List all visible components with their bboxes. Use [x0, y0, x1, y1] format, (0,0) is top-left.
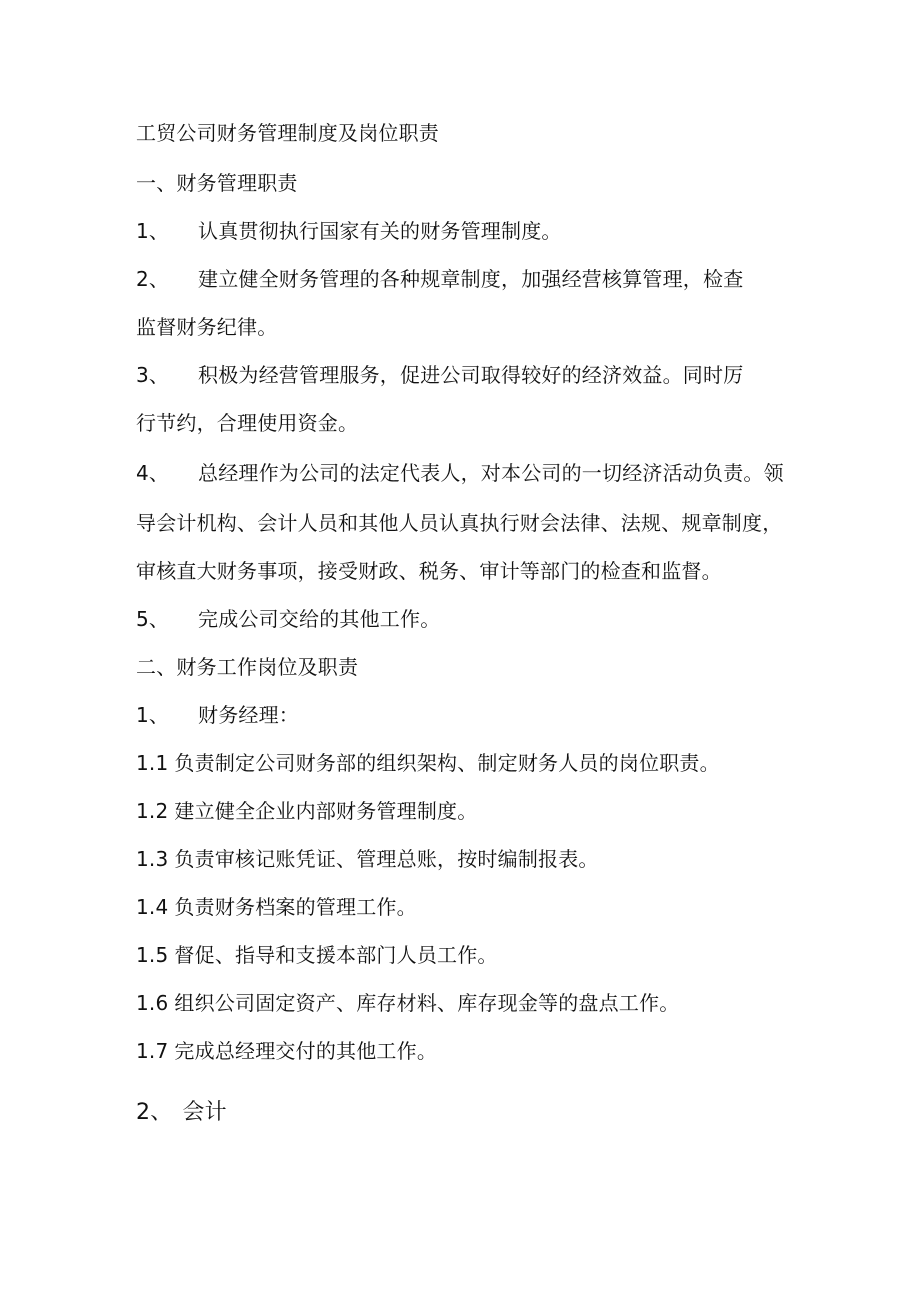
- item-text: 财务经理：: [198, 703, 299, 727]
- item-text: 建立健全财务管理的各种规章制度，加强经营核算管理，检查: [198, 267, 744, 291]
- item-number: 2、: [136, 267, 170, 291]
- item-number: 1、: [136, 703, 170, 727]
- item-number: 3、: [136, 363, 170, 387]
- section-1-item-3-continued: 行节约，合理使用资金。: [136, 411, 359, 435]
- item-text: 负责财务档案的管理工作。: [174, 895, 417, 919]
- item-text: 总经理作为公司的法定代表人，对本公司的一切经济活动负责。领: [198, 461, 784, 485]
- duty-item-1-3: [136, 846, 599, 872]
- section-1-item-4-continued: 导会计机构、会计人员和其他人员认真执行财会法律、法规、规章制度，: [136, 511, 783, 535]
- item-text: 负责审核记账凭证、管理总账，按时编制报表。: [174, 847, 599, 871]
- item-number: 1.1: [136, 751, 169, 775]
- item-number: 5、: [136, 607, 170, 631]
- item-text: 认真贯彻执行国家有关的财务管理制度。: [198, 219, 562, 243]
- item-text: 建立健全企业内部财务管理制度。: [174, 799, 478, 823]
- item-number: 1.3: [136, 847, 169, 871]
- duty-item-1-1: [136, 750, 720, 776]
- item-text: 会计: [182, 1100, 227, 1125]
- item-text: 督促、指导和支援本部门人员工作。: [174, 943, 498, 967]
- item-number: 1.7: [136, 1039, 169, 1063]
- section-1-item-5: [136, 606, 440, 632]
- section-1-item-3: [136, 362, 743, 388]
- section-2-sub-1: [136, 702, 299, 728]
- duty-item-1-2: [136, 798, 477, 824]
- item-text: 完成公司交给的其他工作。: [198, 607, 441, 631]
- document-title: 工贸公司财务管理制度及岗位职责: [136, 121, 439, 145]
- item-text: 组织公司固定资产、库存材料、库存现金等的盘点工作。: [174, 991, 680, 1015]
- duty-item-1-7: [136, 1038, 437, 1064]
- duty-item-1-4: [136, 894, 417, 920]
- section-2-heading: 二、财务工作岗位及职责: [136, 655, 359, 679]
- item-number: 1.5: [136, 943, 169, 967]
- section-1-item-1: [136, 218, 562, 244]
- section-1-item-4: [136, 460, 784, 486]
- section-1-item-4-continued-2: 审核直大财务事项，接受财政、税务、审计等部门的检查和监督。: [136, 559, 722, 583]
- duty-item-1-6: [136, 990, 679, 1016]
- section-1-item-2-continued: 监督财务纪律。: [136, 315, 278, 339]
- item-number: 1.6: [136, 991, 169, 1015]
- item-number: 1.2: [136, 799, 169, 823]
- item-number: 4、: [136, 461, 170, 485]
- item-number: 1、: [136, 219, 170, 243]
- item-text: 负责制定公司财务部的组织架构、制定财务人员的岗位职责。: [174, 751, 720, 775]
- item-text: 完成总经理交付的其他工作。: [174, 1039, 438, 1063]
- section-1-heading: 一、财务管理职责: [136, 171, 298, 195]
- item-text: 积极为经营管理服务，促进公司取得较好的经济效益。同时厉: [198, 363, 744, 387]
- item-number: 2、: [136, 1100, 173, 1125]
- item-number: 1.4: [136, 895, 169, 919]
- section-2-sub-2: [136, 1100, 227, 1126]
- section-1-item-2: [136, 266, 743, 292]
- duty-item-1-5: [136, 942, 498, 968]
